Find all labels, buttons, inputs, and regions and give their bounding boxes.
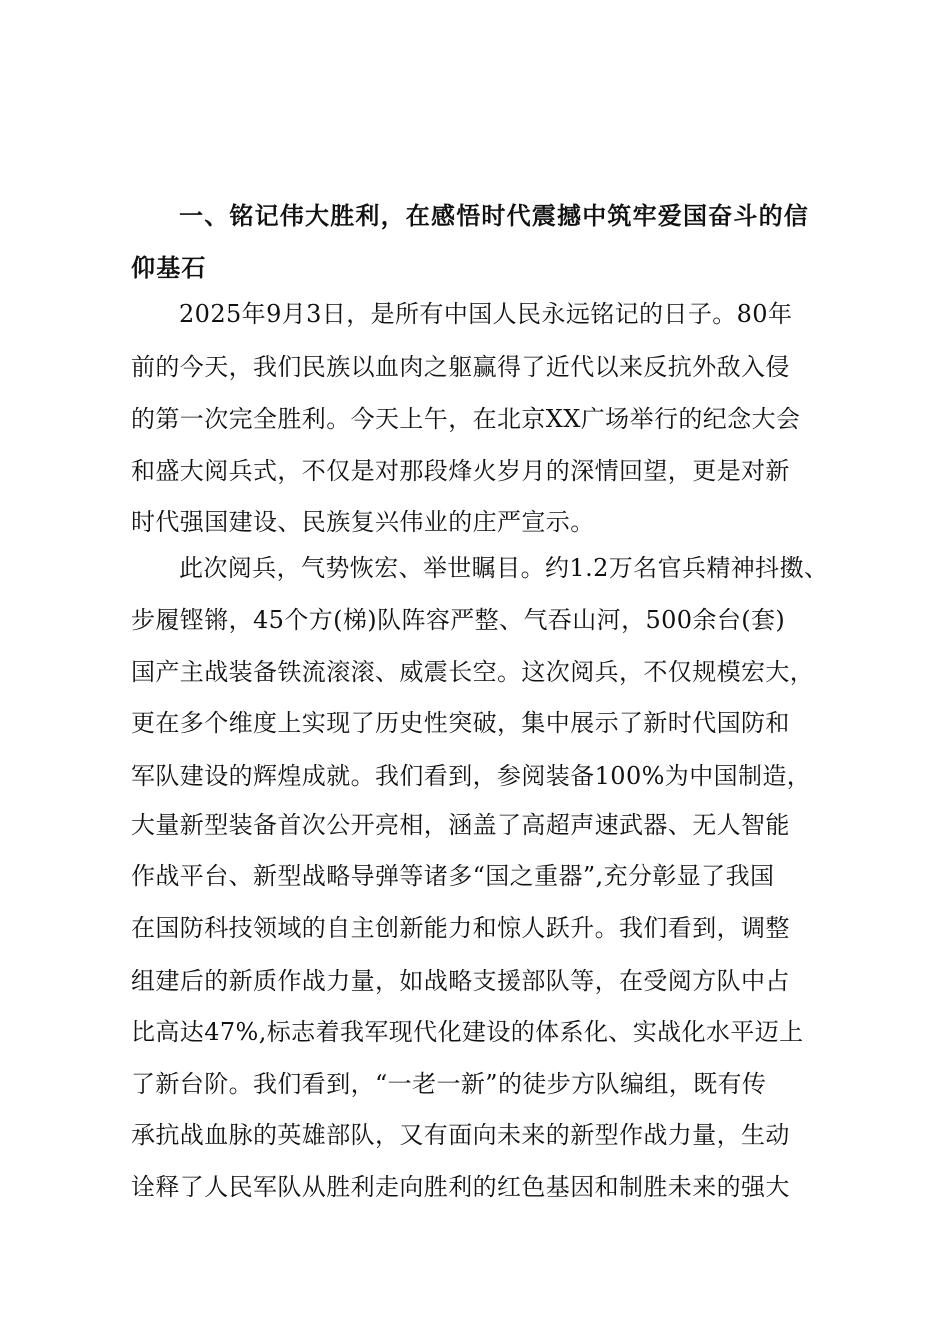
paragraph-2-line-4: 更在多个维度上实现了历史性突破，集中展示了新时代国防和 [131,709,790,737]
paragraph-2-line-8: 在国防科技领域的自主创新能力和惊人跃升。我们看到，调整 [131,914,790,942]
paragraph-2-line-12: 承抗战血脉的英雄部队，又有面向未来的新型作战力量，生动 [131,1121,790,1149]
paragraph-2-line-11: 了新台阶。我们看到，“一老一新”的徒步方队编组，既有传 [131,1070,767,1098]
paragraph-2-line-3: 国产主战装备铁流滚滚、威震长空。这次阅兵，不仅规模宏大， [131,658,815,686]
paragraph-1-line-3: 的第一次完全胜利。今天上午，在北京XX广场举行的纪念大会 [131,405,801,433]
paragraph-2-line-1: 此次阅兵，气势恢宏、举世瞩目。约1.2万名官兵精神抖擞、 [179,554,829,582]
paragraph-2-line-10: 比高达47%,标志着我军现代化建设的体系化、实战化水平迈上 [131,1018,804,1046]
paragraph-2-line-9: 组建后的新质作战力量，如战略支援部队等，在受阅方队中占 [131,967,790,995]
section-heading-line-1: 一、铭记伟大胜利，在感悟时代震撼中筑牢爱国奋斗的信 [179,201,809,230]
paragraph-1-line-1: 2025年9月3日，是所有中国人民永远铭记的日子。80年 [179,300,793,328]
paragraph-2-line-7: 作战平台、新型战略导弹等诸多“国之重器”,充分彰显了我国 [131,862,775,890]
paragraph-1-line-5: 时代强国建设、民族复兴伟业的庄严宣示。 [131,508,595,536]
paragraph-2-line-6: 大量新型装备首次公开亮相，涵盖了高超声速武器、无人智能 [131,811,790,839]
paragraph-2-line-5: 军队建设的辉煌成就。我们看到，参阅装备100%为中国制造， [131,762,812,790]
paragraph-1-line-4: 和盛大阅兵式，不仅是对那段烽火岁月的深情回望，更是对新 [131,457,790,485]
paragraph-2-line-13: 诠释了人民军队从胜利走向胜利的红色基因和制胜未来的强大 [131,1173,790,1201]
paragraph-1-line-2: 前的今天，我们民族以血肉之躯赢得了近代以来反抗外敌入侵 [131,353,790,381]
section-heading-line-2: 仰基石 [131,253,207,282]
paragraph-2-line-2: 步履铿锵，45个方(梯)队阵容严整、气吞山河，500余台(套) [131,606,786,634]
